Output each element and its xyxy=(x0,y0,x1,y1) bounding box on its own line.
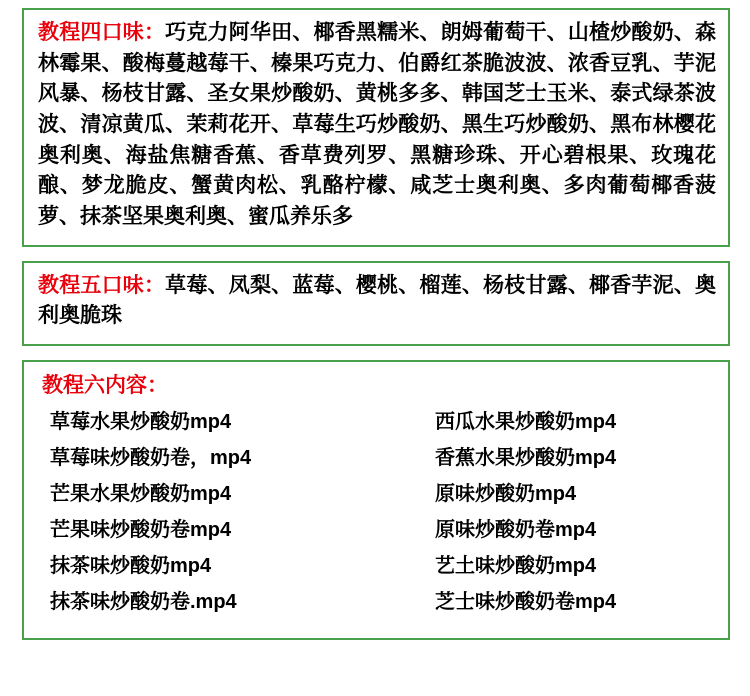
tutorial-5-paragraph xyxy=(38,271,716,332)
tutorial-6-left-column xyxy=(50,412,383,612)
list-item: 草莓水果炒酸奶mp4 xyxy=(50,411,232,434)
tutorial-6-right-column xyxy=(383,412,716,612)
tutorial-6-panel xyxy=(22,360,730,640)
list-item: 艺土味炒酸奶mp4 xyxy=(435,555,597,578)
tutorial-4-paragraph xyxy=(38,18,716,233)
list-item: 抹茶味炒酸奶卷.mp4 xyxy=(50,591,237,614)
list-item: 芝士味炒酸奶卷mp4 xyxy=(435,591,617,614)
tutorial-6-list xyxy=(38,412,716,612)
list-item: 抹茶味炒酸奶mp4 xyxy=(50,555,212,578)
list-item: 原味炒酸奶卷mp4 xyxy=(435,519,597,542)
list-item: 原味炒酸奶mp4 xyxy=(435,483,577,506)
list-item: 西瓜水果炒酸奶mp4 xyxy=(435,411,617,434)
tutorial-4-panel xyxy=(22,8,730,247)
tutorial-4-content: 巧克力阿华田、椰香黑糯米、朗姆葡萄干、山楂炒酸奶、森林霉果、酸梅蔓越莓干、榛果巧克力、伯爵红茶脆波波、浓香豆乳、芋泥风暴、杨枝甘露、圣女果炒酸奶、黄桃多多、韩国芝士玉米、泰式绿茶波波、清凉黄瓜、茉莉花开、草莓生巧炒酸奶、黑生巧炒酸奶、黑布林樱花奥利奥、海盐焦糖香蕉、香草费列罗、黑糖珍珠、开心碧根果、玫瑰花酿、梦龙脆皮、蟹黄肉松、乳酪柠檬、咸芝士奥利奥、多肉葡萄椰香菠萝、抹茶坚果奥利奥、蜜瓜养乐多 xyxy=(38,21,717,228)
tutorial-5-content: 草莓、凤梨、蓝莓、樱桃、榴莲、杨枝甘露、椰香芋泥、奥利奥脆珠 xyxy=(38,273,717,328)
tutorial-4-flow xyxy=(38,18,716,233)
tutorial-4-heading: 教程四口味： xyxy=(38,21,166,44)
tutorial-5-panel xyxy=(22,261,730,346)
list-item: 草莓味炒酸奶卷，mp4 xyxy=(50,447,252,470)
list-item: 香蕉水果炒酸奶mp4 xyxy=(435,447,617,470)
tutorial-5-heading: 教程五口味： xyxy=(38,273,166,297)
tutorial-6-heading: 教程六内容： xyxy=(42,373,168,397)
list-item: 芒果水果炒酸奶mp4 xyxy=(50,483,232,506)
list-item: 芒果味炒酸奶卷mp4 xyxy=(50,519,232,542)
tutorial-5-flow xyxy=(38,271,716,332)
